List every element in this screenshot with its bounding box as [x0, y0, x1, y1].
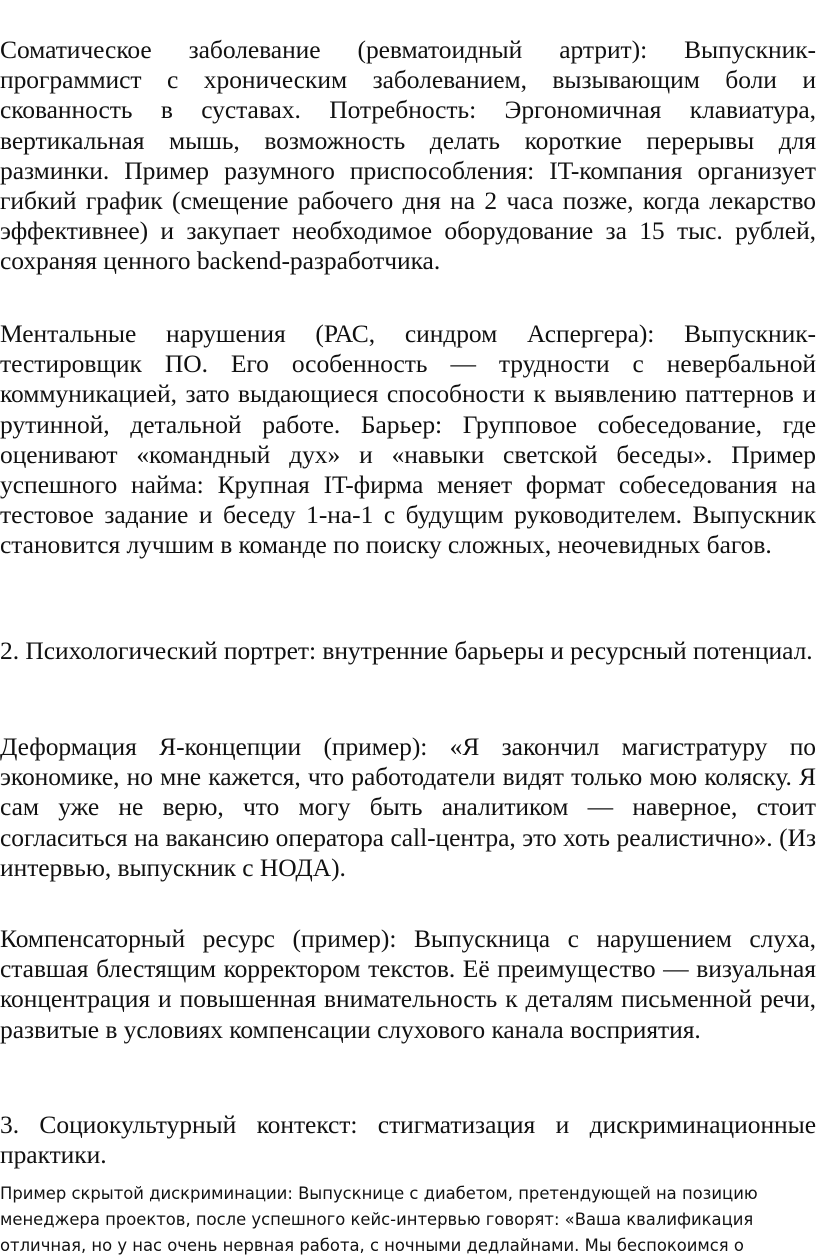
paragraph-rheumatoid-arthritis: Соматическое заболевание (ревматоидный артрит): Выпускник-программист с хроническим заболеванием, вызывающим боли и скованность в суставах. Потребность: Эргономичная клавиатура, вертикальная мышь, возможность делать короткие перерывы для разминки. Пример разумного приспособления: IT-компания организует гибкий график (смещение рабочего дня на 2 часа позже, когда лекарство эффективнее) и закупает необходимое оборудование за 15 тыс. рублей, сохраняя ценного backend-разработчика.: [0, 35, 816, 276]
section-heading-psychological-portrait: 2. Психологический портрет: внутренние барьеры и ресурсный потенциал.: [0, 636, 813, 665]
paragraph-hidden-discrimination: Пример скрытой дискриминации: Выпускнице с диабетом, претендующей на позицию менеджера проектов, после успешного кейс-интервью говорят: «Ваша квалификация отличная, но у нас очень нервная работа, с ночными дедлайнами. Мы беспокоимся о: [0, 1184, 758, 1255]
paragraph-mental-disorders: Ментальные нарушения (РАС, синдром Аспергера): Выпускник-тестировщик ПО. Его особенность — трудности с невербальной коммуникацией, зато выдающиеся способности к выявлению паттернов и рутинной, детальной работе. Барьер: Групповое собеседование, где оценивают «командный дух» и «навыки светской беседы». Пример успешного найма: Крупная IT-фирма меняет формат собеседования на тестовое задание и беседу 1-на-1 с будущим руководителем. Выпускник становится лучшим в команде по поиску сложных, неочевидных багов.: [0, 319, 816, 560]
section-heading-sociocultural-context: 3. Социокультурный контекст: стигматизация и дискриминационные практики.: [0, 1110, 816, 1170]
paragraph-self-concept: Деформация Я-концепции (пример): «Я закончил магистратуру по экономике, но мне кажется, что работодатели видят только мою коляску. Я сам уже не верю, что могу быть аналитиком — наверное, стоит согласиться на вакансию оператора call-центра, это хоть реалистично». (Из интервью, выпускник с НОДА).: [0, 732, 816, 882]
paragraph-compensatory-resource: Компенсаторный ресурс (пример): Выпускница с нарушением слуха, ставшая блестящим корректором текстов. Её преимущество — визуальная концентрация и повышенная внимательность к деталям письменной речи, развитые в условиях компенсации слухового канала восприятия.: [0, 924, 816, 1044]
